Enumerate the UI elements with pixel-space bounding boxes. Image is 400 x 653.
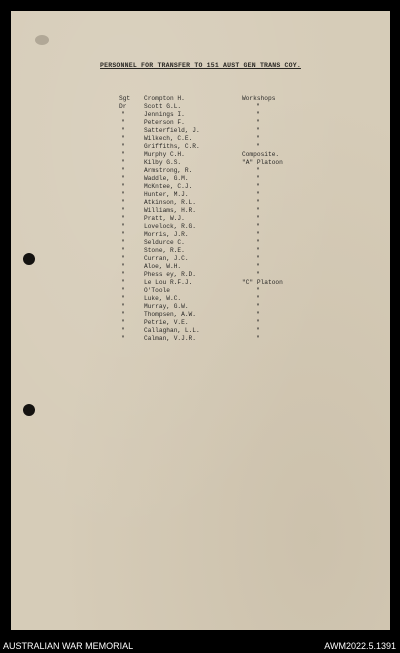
name-cell: Morris, J.R. [144,231,189,238]
roster-row [119,263,349,271]
name-cell: Pratt, W.J. [144,215,185,222]
name-cell: Hunter, M.J. [144,191,189,198]
roster-row [119,255,349,263]
roster-row [119,303,349,311]
rank-cell: " [121,135,125,142]
name-cell: Jennings I. [144,111,185,118]
archive-name: AUSTRALIAN WAR MEMORIAL [3,641,134,651]
rank-cell: " [121,207,125,214]
rank-cell: " [121,199,125,206]
roster-row [119,143,349,151]
roster-row [119,159,349,167]
name-cell: Kilby G.S. [144,159,182,166]
document-page [11,11,390,630]
roster-row [119,95,349,103]
ink-spot [35,35,49,45]
roster-row [119,175,349,183]
rank-cell: " [121,159,125,166]
roster-row [119,311,349,319]
name-cell: Griffiths, C.R. [144,143,200,150]
name-cell: Armstrong, R. [144,167,193,174]
rank-cell: " [121,119,125,126]
roster-row [119,231,349,239]
unit-cell: " [256,103,260,110]
roster-row [119,319,349,327]
roster-row [119,223,349,231]
name-cell: Luke, W.C. [144,295,182,302]
name-cell: Lovelock, R.G. [144,223,196,230]
name-cell: Williams, H.R. [144,207,196,214]
unit-cell: " [256,271,260,278]
name-cell: Phess ey, R.D. [144,271,196,278]
rank-cell: Dr [119,103,127,110]
unit-cell: " [256,239,260,246]
roster-row [119,151,349,159]
name-cell: Waddle, G.M. [144,175,189,182]
unit-cell: " [256,175,260,182]
rank-cell: " [121,255,125,262]
rank-cell: " [121,271,125,278]
unit-cell: " [256,247,260,254]
roster-row [119,247,349,255]
rank-cell: " [121,327,125,334]
rank-cell: " [121,191,125,198]
unit-cell: Workshops [242,95,276,102]
rank-cell: " [121,335,125,342]
unit-cell: " [256,335,260,342]
unit-cell: Composite. [242,151,280,158]
rank-cell: " [121,223,125,230]
rank-cell: " [121,287,125,294]
roster-row [119,119,349,127]
rank-cell: " [121,143,125,150]
name-cell: Aloe, W.H. [144,263,182,270]
unit-cell: " [256,183,260,190]
roster-row [119,271,349,279]
name-cell: Calman, V.J.R. [144,335,196,342]
rank-cell: " [121,311,125,318]
roster-row [119,295,349,303]
roster-row [119,279,349,287]
roster-row [119,127,349,135]
unit-cell: "C" Platoon [242,279,283,286]
archive-reference: AWM2022.5.1391 [324,641,396,651]
rank-cell: " [121,231,125,238]
unit-cell: "A" Platoon [242,159,283,166]
rank-cell: " [121,319,125,326]
unit-cell: " [256,223,260,230]
name-cell: Stone, R.E. [144,247,185,254]
name-cell: Satterfield, J. [144,127,200,134]
name-cell: Petrie, V.E. [144,319,189,326]
unit-cell: " [256,215,260,222]
unit-cell: " [256,191,260,198]
roster-row [119,327,349,335]
roster-row [119,287,349,295]
rank-cell: " [121,215,125,222]
roster-row [119,191,349,199]
rank-cell: " [121,295,125,302]
unit-cell: " [256,255,260,262]
roster-row [119,103,349,111]
unit-cell: " [256,263,260,270]
rank-cell: " [121,279,125,286]
rank-cell: " [121,127,125,134]
rank-cell: " [121,175,125,182]
unit-cell: " [256,327,260,334]
personnel-roster [119,95,349,343]
roster-row [119,167,349,175]
name-cell: Scott G.L. [144,103,182,110]
name-cell: Murphy C.H. [144,151,185,158]
name-cell: Le Lou R.F.J. [144,279,193,286]
unit-cell: " [256,303,260,310]
unit-cell: " [256,111,260,118]
punch-hole [23,404,35,416]
name-cell: Curran, J.C. [144,255,189,262]
roster-row [119,135,349,143]
name-cell: Thompsen, A.W. [144,311,196,318]
unit-cell: " [256,295,260,302]
name-cell: Peterson F. [144,119,185,126]
unit-cell: " [256,231,260,238]
name-cell: Seldurce C. [144,239,185,246]
punch-hole [23,253,35,265]
roster-row [119,335,349,343]
name-cell: Atkinson, R.L. [144,199,196,206]
roster-row [119,111,349,119]
unit-cell: " [256,319,260,326]
unit-cell: " [256,207,260,214]
unit-cell: " [256,127,260,134]
unit-cell: " [256,167,260,174]
unit-cell: " [256,199,260,206]
rank-cell: " [121,263,125,270]
unit-cell: " [256,287,260,294]
unit-cell: " [256,119,260,126]
name-cell: Callaghan, L.L. [144,327,200,334]
roster-row [119,207,349,215]
name-cell: McKntee, C.J. [144,183,193,190]
roster-row [119,215,349,223]
rank-cell: " [121,303,125,310]
unit-cell: " [256,311,260,318]
document-heading: PERSONNEL FOR TRANSFER TO 151 AUST GEN TRANS COY. [100,62,301,69]
rank-cell: " [121,239,125,246]
rank-cell: " [121,151,125,158]
roster-row [119,199,349,207]
rank-cell: " [121,247,125,254]
roster-row [119,239,349,247]
unit-cell: " [256,135,260,142]
rank-cell: " [121,183,125,190]
name-cell: Murray, G.W. [144,303,189,310]
name-cell: O'Toole [144,287,170,294]
name-cell: Wilkech, C.E. [144,135,193,142]
rank-cell: " [121,111,125,118]
unit-cell: " [256,143,260,150]
rank-cell: " [121,167,125,174]
name-cell: Crompton H. [144,95,185,102]
archive-footer [0,638,400,653]
roster-row [119,183,349,191]
rank-cell: Sgt [119,95,131,102]
